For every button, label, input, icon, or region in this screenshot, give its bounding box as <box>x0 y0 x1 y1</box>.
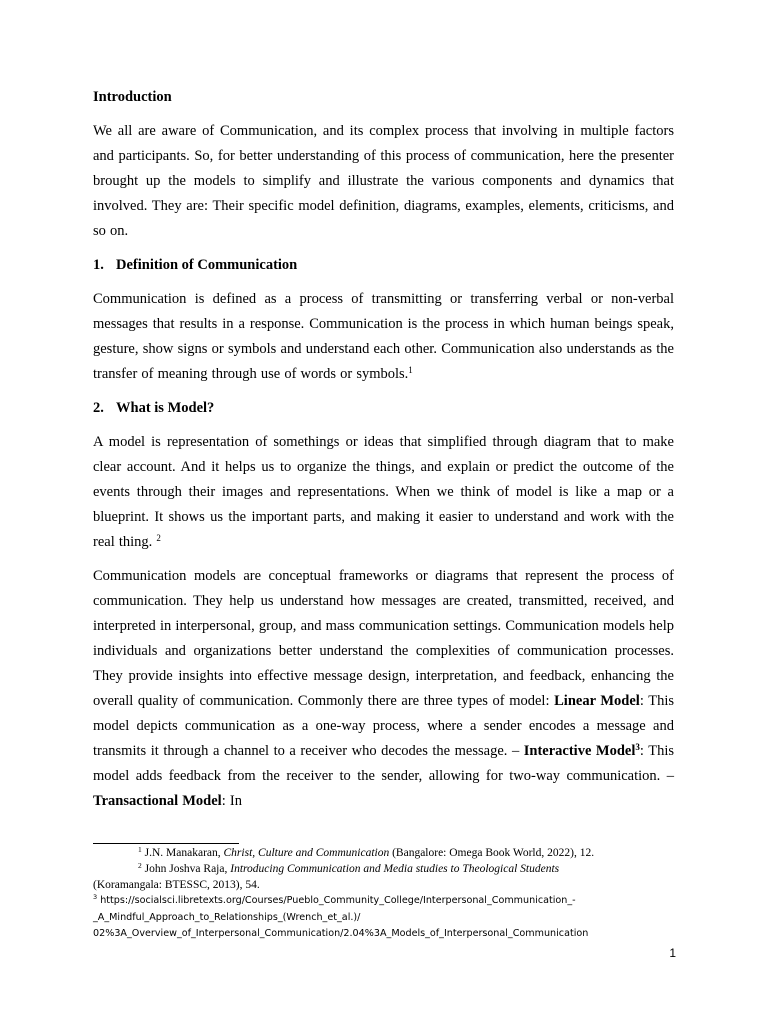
models-text-c: : This model adds feedback from the receiver to the sender, allowing for two-way communication. – <box>93 743 674 784</box>
footnotes <box>93 845 673 943</box>
footnote-ref-1[interactable]: 1 <box>408 365 413 375</box>
section1-heading <box>93 253 674 278</box>
footnote-2: $^2$ John Joshva Raja, Introducing Communication and Media studies to Theological Students <box>138 861 560 875</box>
footnote-3-line-2[interactable]: _A_Mindful_Approach_to_Relationships_(Wrench_et_al.)/ <box>93 911 361 923</box>
section2-number: 2. <box>93 400 104 416</box>
models-text-d: : In <box>221 793 242 809</box>
footnote-2-continued: (Koramangala: BTESSC, 2013), 54. <box>93 879 260 891</box>
section2-heading <box>93 396 674 421</box>
footnote-2-number: 2 <box>138 861 142 870</box>
section1-title: Definition of Communication <box>116 257 298 273</box>
footnote-1-title: Christ, Culture and Communication <box>223 847 390 859</box>
section1-text: Communication is defined as a process of transmitting or transferring verbal or non-verbal messages that results in a response. Communication is the process in which human beings speak, gesture, show signs or symbols and understand each other. Communication also understands as the transfer of meaning through use of words or symbols. <box>93 291 674 382</box>
models-text-b: : This model depicts communication as a one-way process, where a sender encodes a message and transmits it through a channel to a receiver who decodes the message. – <box>93 693 675 759</box>
section1-paragraph <box>93 287 674 387</box>
models-text-a: Communication models are conceptual frameworks or diagrams that represent the process of communication. They help us understand how messages are created, transmitted, received, and interpreted in interpersonal, group, and mass communication settings. Communication models help individuals and organizations better understand the complexities of communication processes. They provide insights into effective message design, interpretation, and feedback, enhancing the overall quality of communication. Commonly there are three types of model: <box>93 568 674 709</box>
footnote-ref-2[interactable]: 2 <box>156 533 161 543</box>
footnote-1-number: 1 <box>138 845 142 854</box>
linear-model-label: Linear Model <box>554 693 640 709</box>
footnote-separator <box>93 843 239 844</box>
intro-paragraph: We all are aware of Communication, and its complex process that involving in multiple factors and participants. So, for better understanding of this process of communication, here the presenter brought up the models to simplify and illustrate the various components and dynamics that involved. They are: Their specific model definition, diagrams, examples, elements, criticisms, and so on. <box>93 123 674 239</box>
section2-title: What is Model? <box>116 400 215 416</box>
footnote-2-title: Introducing Communication and Media studies to Theological Students <box>230 863 560 875</box>
section2-paragraph-2 <box>93 564 674 814</box>
section1-number: 1. <box>93 257 104 273</box>
footnote-1: $^1$ J.N. Manakaran, Christ, Culture and Communication (Bangalore: Omega Book World, 2022), 12. <box>138 845 595 859</box>
footnote-3-link[interactable]: https://socialsci.libretexts.org/Courses/Pueblo_Community_College/Interpersonal_Communication_- <box>97 895 576 906</box>
transactional-model-label: Transactional Model <box>93 793 222 809</box>
section2-text-1: A model is representation of somethings or ideas that simplified through diagram that to make clear account. And it helps us to organize the things, and explain or predict the outcome of the events through their images and representations. When we think of model is like a map or a blueprint. It shows us the important parts, and making it easier to understand and work with the real thing. <box>93 434 674 550</box>
footnote-ref-3[interactable]: 3 <box>635 742 640 752</box>
interactive-model-label: Interactive Model$^3$ <box>523 742 640 759</box>
footnote-3 <box>93 893 673 910</box>
page-number: 1 <box>669 946 676 960</box>
section2-paragraph-1 <box>93 430 674 555</box>
footnote-3-line-3[interactable]: 02%3A_Overview_of_Interpersonal_Communication/2.04%3A_Models_of_Interpersonal_Communication <box>93 928 589 939</box>
intro-heading: Introduction <box>93 89 172 105</box>
footnote-3-number: 3 <box>93 893 98 901</box>
main-text <box>93 85 674 823</box>
